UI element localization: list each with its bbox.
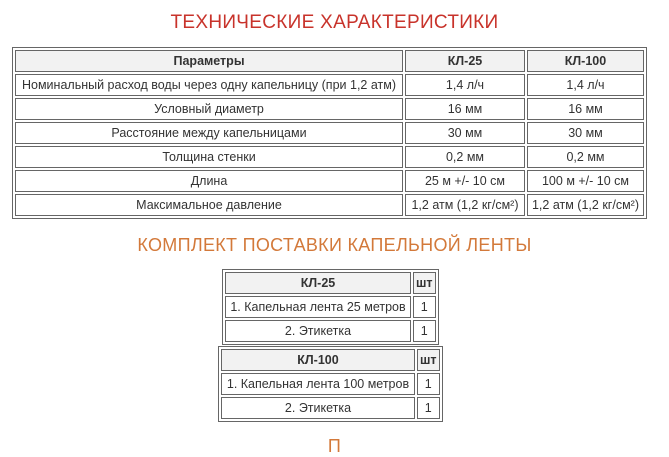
table-row: [225, 320, 436, 342]
kit-item-qty: 1: [417, 397, 440, 419]
spec-kl100-cell: 100 м +/- 10 см: [527, 170, 644, 192]
kit-item-name: 1. Капельная лента 100 метров: [221, 373, 415, 395]
table-row: [15, 122, 644, 144]
spec-kl25-cell: 25 м +/- 10 см: [405, 170, 525, 192]
kit-kl100-header-row: [221, 349, 440, 371]
specs-header-param: Параметры: [15, 50, 403, 72]
spec-kl25-cell: 16 мм: [405, 98, 525, 120]
table-row: [15, 170, 644, 192]
spec-kl25-cell: 0,2 мм: [405, 146, 525, 168]
table-row: [221, 397, 440, 419]
spec-param-cell: Длина: [15, 170, 403, 192]
kit-kl25-header-qty: шт: [413, 272, 436, 294]
kit-item-name: 1. Капельная лента 25 метров: [225, 296, 411, 318]
kit-item-qty: 1: [413, 296, 436, 318]
kit-kl25-header-name: КЛ-25: [225, 272, 411, 294]
specs-table: [12, 47, 647, 219]
spec-kl100-cell: 16 мм: [527, 98, 644, 120]
kit-kl25-header-row: [225, 272, 436, 294]
specs-title: ТЕХНИЧЕСКИЕ ХАРАКТЕРИСТИКИ: [170, 12, 499, 33]
kit-kl25-table: [222, 269, 439, 345]
spec-kl25-cell: 30 мм: [405, 122, 525, 144]
spec-kl100-cell: 30 мм: [527, 122, 644, 144]
specs-header-kl25: КЛ-25: [405, 50, 525, 72]
spec-param-cell: Номинальный расход воды через одну капельницу (при 1,2 атм): [15, 74, 403, 96]
spec-kl25-cell: 1,4 л/ч: [405, 74, 525, 96]
spec-kl100-cell: 1,4 л/ч: [527, 74, 644, 96]
kit-item-qty: 1: [417, 373, 440, 395]
kit-kl100-header-qty: шт: [417, 349, 440, 371]
table-row: [15, 74, 644, 96]
next-section-title: П: [327, 436, 342, 456]
table-row: [15, 194, 644, 216]
kit-item-qty: 1: [413, 320, 436, 342]
spec-kl25-cell: 1,2 атм (1,2 кг/см²): [405, 194, 525, 216]
spec-kl100-cell: 1,2 атм (1,2 кг/см²): [527, 194, 644, 216]
kit-title: КОМПЛЕКТ ПОСТАВКИ КАПЕЛЬНОЙ ЛЕНТЫ: [137, 235, 532, 255]
spec-kl100-cell: 0,2 мм: [527, 146, 644, 168]
spec-param-cell: Толщина стенки: [15, 146, 403, 168]
spec-param-cell: Расстояние между капельницами: [15, 122, 403, 144]
kit-kl100-table: [218, 346, 443, 422]
kit-kl100-header-name: КЛ-100: [221, 349, 415, 371]
table-row: [15, 98, 644, 120]
kit-item-name: 2. Этикетка: [225, 320, 411, 342]
table-row: [225, 296, 436, 318]
spec-param-cell: Условный диаметр: [15, 98, 403, 120]
table-row: [15, 146, 644, 168]
spec-param-cell: Максимальное давление: [15, 194, 403, 216]
table-row: [221, 373, 440, 395]
specs-header-kl100: КЛ-100: [527, 50, 644, 72]
specs-header-row: [15, 50, 644, 72]
kit-item-name: 2. Этикетка: [221, 397, 415, 419]
